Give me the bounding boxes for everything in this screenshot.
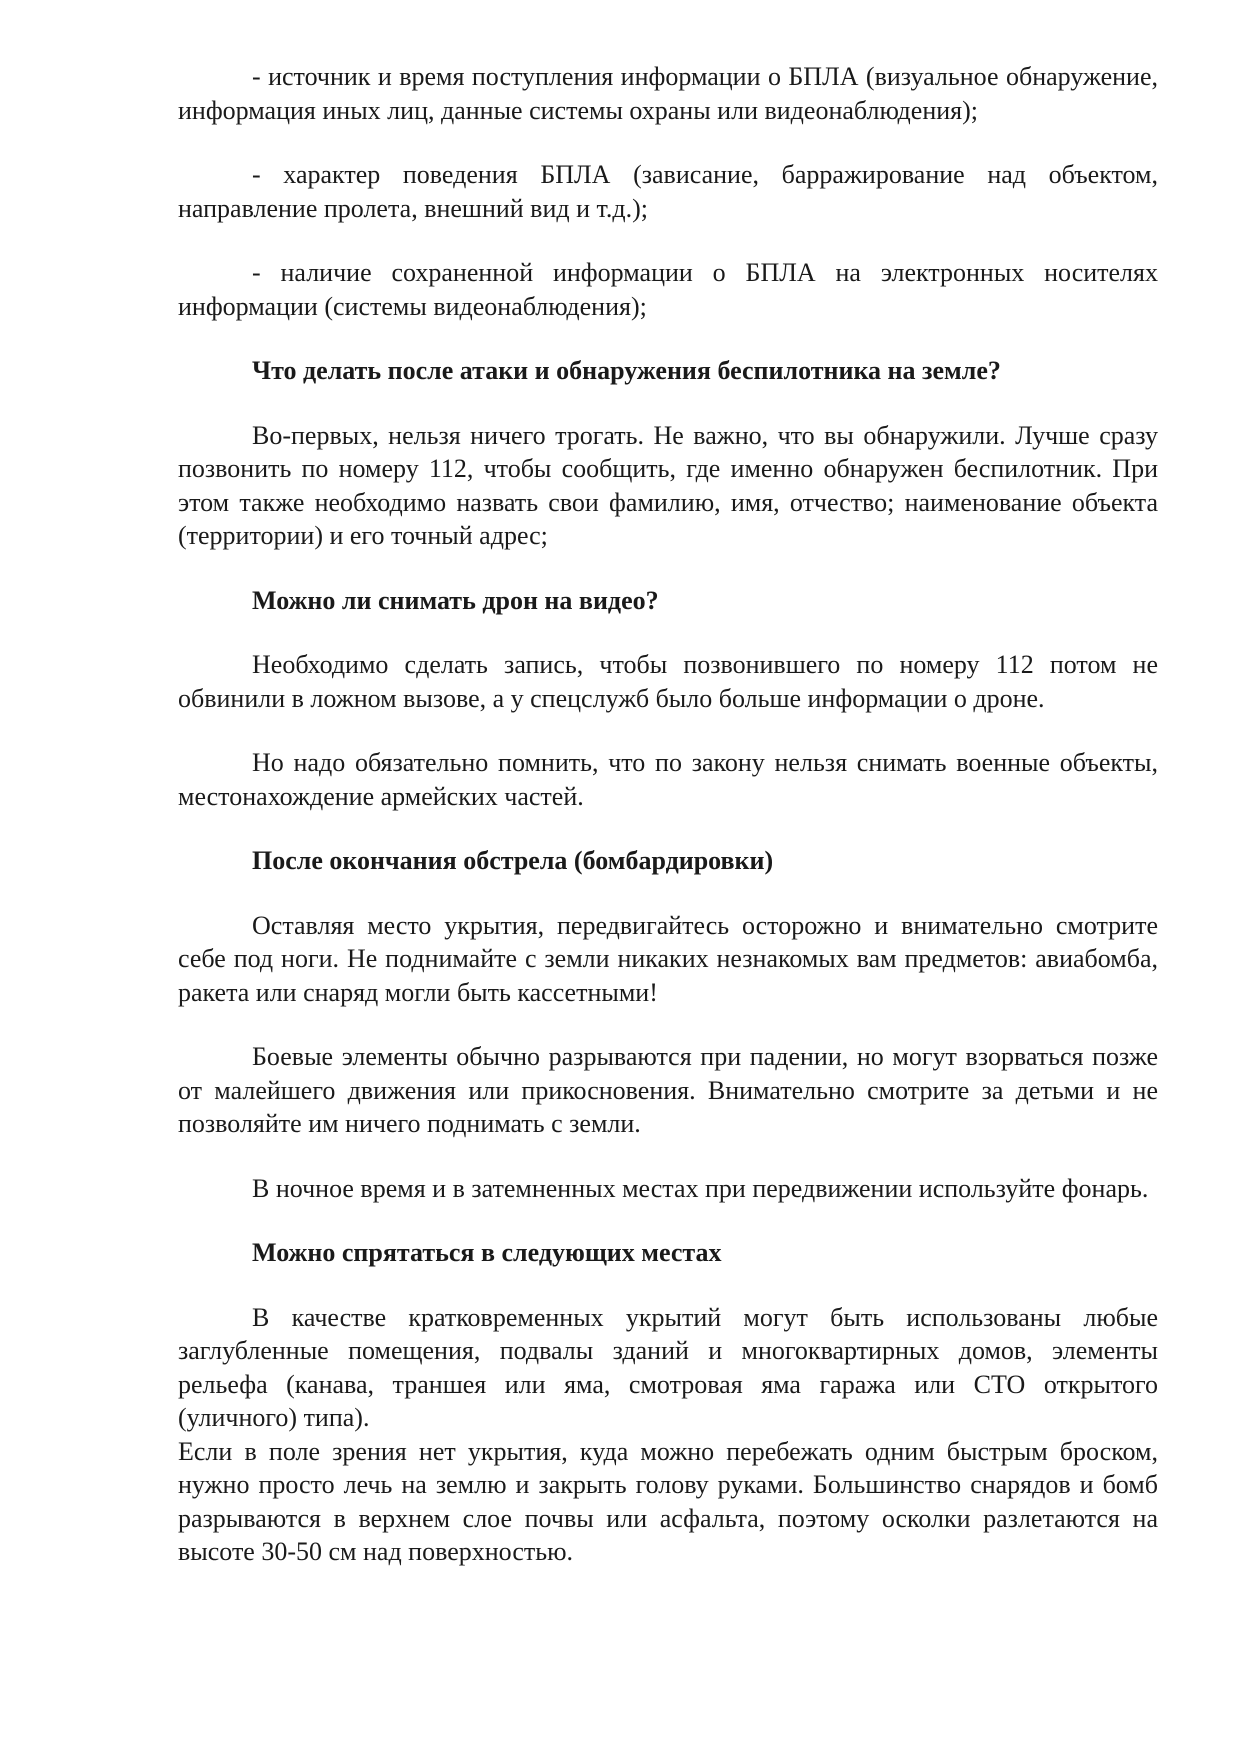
heading-after-attack: Что делать после атаки и обнаружения беспилотника на земле? (252, 356, 1001, 385)
paragraph-do-not-touch: Во-первых, нельзя ничего трогать. Не важно, что вы обнаружили. Лучше сразу позвонить по номеру 112, чтобы сообщить, где именно обнаружен беспилотник. При этом также необходимо назвать свои фамилию, имя, отчество; наименование объекта (территории) и его точный адрес; (178, 420, 1158, 550)
paragraph-info-source: - источник и время поступления информации о БПЛА (визуальное обнаружение, информация иных лиц, данные системы охраны или видеонаблюдения); (178, 62, 1158, 125)
paragraph-make-recording: Необходимо сделать запись, чтобы позвонившего по номеру 112 потом не обвинили в ложном вызове, а у спецслужб было больше информации о дроне. (178, 650, 1158, 713)
paragraph-combat-elements: Боевые элементы обычно разрываются при падении, но могут взорваться позже от малейшего движения или прикосновения. Внимательно смотрите за детьми и не позволяйте им ничего поднимать с земли. (178, 1042, 1158, 1138)
paragraph-military-objects: Но надо обязательно помнить, что по закону нельзя снимать военные объекты, местонахождение армейских частей. (178, 748, 1158, 811)
shelters-text-part1: В качестве кратковременных укрытий могут быть использованы любые заглубленные помещения, подвалы зданий и многоквартирных домов, элементы рельефа (канава, траншея или яма, смотровая яма гаража или СТО открытого (уличного) типа). (178, 1302, 1158, 1432)
shelters-text-part2: Если в поле зрения нет укрытия, куда можно перебежать одним быстрым броском, нужно просто лечь на землю и закрыть голову руками. Большинство снарядов и бомб разрываются в верхнем слое почвы или асфальта, поэтому осколки разлетаются на высоте 30-50 см над поверхностью. (178, 1436, 1158, 1566)
heading-filming-drone: Можно ли снимать дрон на видео? (252, 585, 659, 615)
paragraph-leaving-shelter: Оставляя место укрытия, передвигайтесь осторожно и внимательно смотрите себе под ноги. Не поднимайте с земли никаких незнакомых вам предметов: авиабомба, ракета или снаряд могли быть кассетными! (178, 910, 1158, 1007)
heading-after-shelling: После окончания обстрела (бомбардировки) (252, 846, 774, 875)
document-page (178, 60, 1158, 1600)
paragraph-shelters (178, 1301, 1158, 1569)
paragraph-flashlight: В ночное время и в затемненных местах при передвижении используйте фонарь. (252, 1173, 1149, 1203)
paragraph-saved-info: - наличие сохраненной информации о БПЛА на электронных носителях информации (системы видеонаблюдения); (178, 258, 1158, 321)
paragraph-drone-behavior: - характер поведения БПЛА (зависание, барражирование над объектом, направление пролета, внешний вид и т.д.); (178, 160, 1158, 223)
heading-hiding-places: Можно спрятаться в следующих местах (252, 1238, 722, 1267)
